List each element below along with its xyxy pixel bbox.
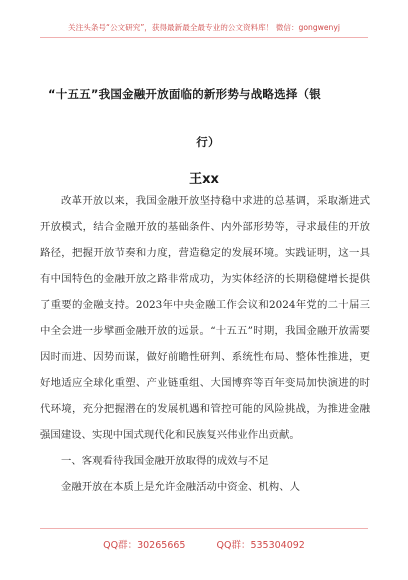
author-name: 王xx bbox=[189, 172, 219, 187]
paragraph-intro: 改革开放以来，我国金融开放坚持稳中求进的总基调，采取渐进式开放模式，结合金融开放的基础条件、内外部形势等，寻求最佳的开放路径，把握开放节奏和力度，营造稳定的发展环境。实践证明，这一具有中国特色的金融开放之路非常成功，为实体经济的长期稳健增长提供了重要的金融支持。2023年中央金融工作会议和2024年党的二十届三中全会进一步擘画金融开放的远景。“十五五”时期，我国金融开放需要因时而进、因势而谋，做好前瞻性研判、系统性布局、整体性推进，更好地适应全球化重塑、产业链重组、大国博弈等百年变局加快演进的时代环境，充分把握潜在的发展机遇和管控可能的风险挑战，为推进金融强国建设、实现中国式现代化和民族复兴伟业作出贡献。 bbox=[40, 195, 370, 441]
header-note: 关注头条号“公文研究”，获得最新最全最专业的公文资料库！ 微信：gongwenyj bbox=[68, 23, 340, 32]
title-line-2: 行） bbox=[196, 135, 220, 149]
footer-qq-group-2: QQ群：535304092 bbox=[216, 540, 305, 551]
footer bbox=[0, 537, 408, 551]
footer-divider bbox=[40, 528, 368, 529]
footer-qq-group-1: QQ群：30265665 bbox=[103, 540, 186, 551]
document-title bbox=[48, 70, 368, 166]
title-line-1: “十五五”我国金融开放面临的新形势与战略选择（银 bbox=[48, 87, 321, 101]
paragraph-section-1: 金融开放在本质上是允许金融活动中资金、机构、人 bbox=[61, 481, 300, 493]
section-heading-1: 一、客观看待我国金融开放取得的成效与不足 bbox=[61, 455, 269, 467]
document-body bbox=[40, 188, 370, 500]
header-divider bbox=[40, 37, 368, 38]
